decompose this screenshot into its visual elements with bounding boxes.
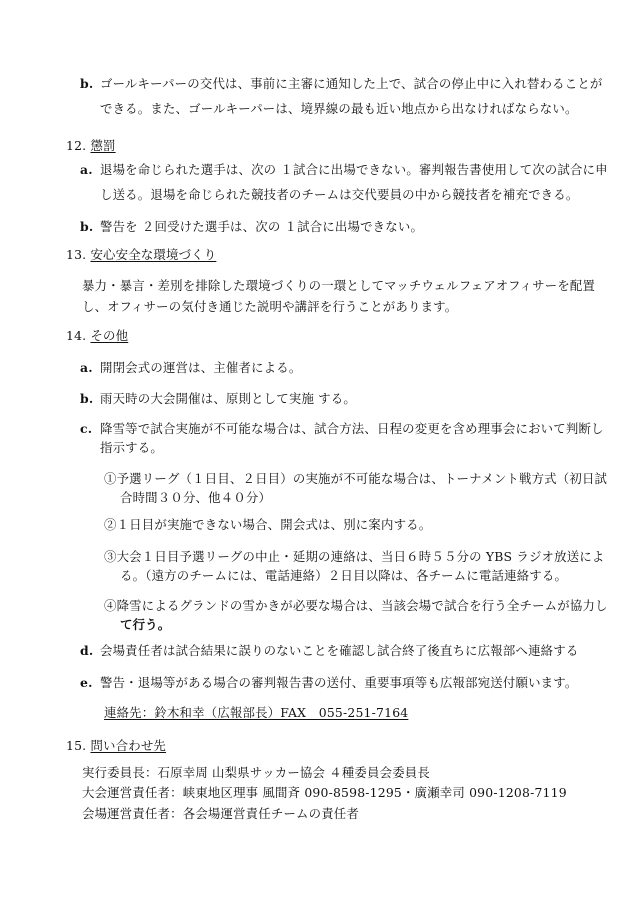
s14-b-line-1 [80,391,356,407]
s14-c4-line-2: て行う。 [120,617,171,632]
s14-c-label: c. [80,421,93,436]
section-14-number: 14. [66,328,87,343]
s12-b-text-1: 警告を ２回受けた選手は、次の １試合に出場できない。 [100,219,424,234]
s12-b-label: b. [80,219,94,234]
s14-a-label: a. [80,360,93,375]
item-b-label: b. [80,76,94,91]
s13-text-line-2: し、オフィサーの気付き通じた説明や講評を行うことがあります。 [82,299,458,314]
s14-e-text-1: 警告・退場等がある場合の審判報告書の送付、重要事項等も広報部宛送付願います。 [100,675,578,690]
item-b-text-1: ゴールキーパーの交代は、事前に主審に通知した上で、試合の停止中に入れ替わることが [100,76,603,91]
s12-a-text-1: 退場を命じられた選手は、次の １試合に出場できない。審判報告書使用して次の試合に申 [100,162,608,177]
s14-c-line-1 [80,421,604,437]
s15-line-2: 大会運営責任者：峡東地区理事 風間斉 090-8598-1295・廣瀬幸司 090-1208-7119 [82,785,567,800]
s12-a-line-2: し送る。退場を命じられた競技者のチームは交代要員の中から競技者を補充できる。 [100,187,579,202]
s15-line-1: 実行委員長：石原幸周 山梨県サッカー協会 ４種委員会委員長 [82,765,430,780]
s14-d-label: d. [80,643,94,658]
s14-c-text-1: 降雪等で試合実施が不可能な場合は、試合方法、日程の変更を含め理事会において判断し [100,421,604,436]
s14-e-label: e. [80,675,93,690]
section-12-number: 12. [66,138,87,153]
s13-text-line-1: 暴力・暴言・差別を排除した環境づくりの一環としてマッチウェルフェアオフィサーを配置 [82,278,596,293]
item-b-line-2: できる。また、ゴールキーパーは、境界線の最も近い地点から出なければならない。 [100,101,578,116]
section-13-heading [66,247,216,263]
s14-b-text-1: 雨天時の大会開催は、原則として実施 する。 [100,391,356,406]
s14-d-text-1: 会場責任者は試合結果に誤りのないことを確認し試合終了後直ちに広報部へ連絡する [100,643,579,658]
section-12-title: 懲罰 [90,138,116,153]
s14-c1-line-2: 合時間３０分、他４０分） [120,490,272,505]
s14-a-text-1: 開閉会式の運営は、主催者による。 [100,360,302,375]
s12-b-line-1 [80,219,423,235]
s12-a-label: a. [80,162,93,177]
s14-a-line-1 [80,360,301,376]
s14-c3-line-2: る。（遠方のチームには、電話連絡）２日目以降は、各チームに電話連絡する。 [120,568,568,583]
contact-line: 連絡先：鈴木和幸（広報部長）FAX 055-251-7164 [104,705,409,720]
section-13-title: 安心安全な環境づくり [90,247,217,262]
s14-c3-line-1: ③大会１日目予選リーグの中止・延期の連絡は、当日６時５５分の YBS ラジオ放送によ [104,549,605,564]
s14-c2-line-1: ②１日目が実施できない場合、開会式は、別に案内する。 [104,517,432,532]
section-14-heading [66,328,128,344]
s14-c1-line-1: ①予選リーグ（１日目、２日目）の実施が不可能な場合は、トーナメント戦方式（初日試 [104,471,608,486]
s14-e-line-1 [80,675,577,691]
item-b-line-1 [80,76,603,92]
s15-line-3: 会場運営責任者：各会場運営責任チームの責任者 [82,806,359,821]
section-14-title: その他 [90,328,129,343]
section-15-heading [66,738,166,754]
s14-b-label: b. [80,391,94,406]
section-15-title: 問い合わせ先 [90,738,166,753]
section-13-number: 13. [66,247,87,262]
s14-d-line-1 [80,643,578,659]
s12-a-line-1 [80,162,608,178]
section-15-number: 15. [66,738,87,753]
section-12-heading [66,138,116,154]
s14-c-line-2: 指示する。 [100,440,163,455]
s14-c4-line-1: ④降雪によるグランドの雪かきが必要な場合は、当該会場で試合を行う全チームが協力し [104,598,608,613]
